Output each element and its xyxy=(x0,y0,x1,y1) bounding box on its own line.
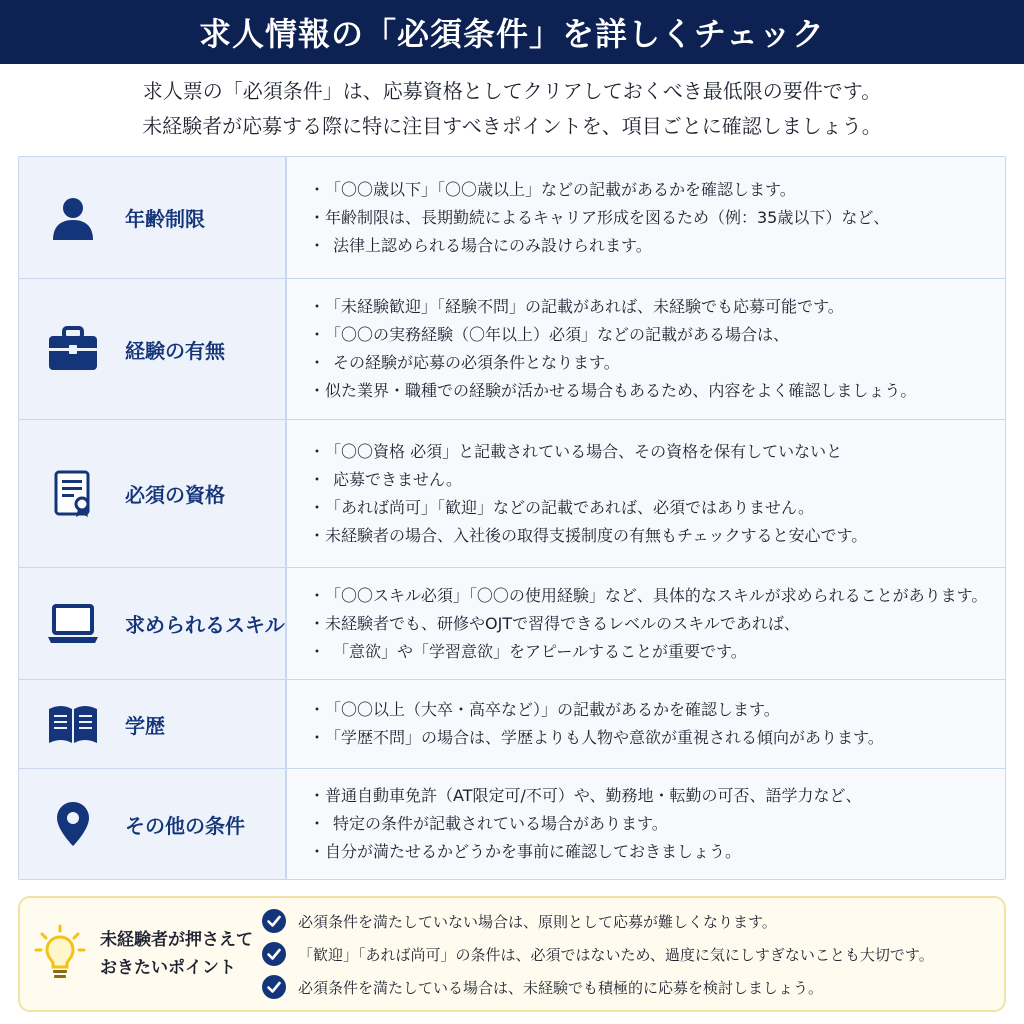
detail-bullet: ・ 「〇〇の実務経験（〇年以上）必須」などの記載がある場合は、 xyxy=(309,321,997,349)
detail-bullet-continued: ・ 「意欲」や「学習意欲」をアピールすることが重要です。 xyxy=(309,638,997,666)
requirement-row-experience xyxy=(19,279,1005,420)
tips-title-line-2: おきたいポイント xyxy=(100,958,236,978)
requirement-row-education xyxy=(19,680,1005,769)
requirement-row-skills xyxy=(19,568,1005,680)
requirement-details xyxy=(287,568,1005,679)
requirement-details xyxy=(287,420,1005,567)
intro-line-1: 求人票の「必須条件」は、応募資格としてクリアしておくべき最低限の要件です。 xyxy=(142,79,882,103)
location-pin-icon xyxy=(47,798,99,850)
detail-bullet: ・ 「〇〇歳以下」「〇〇歳以上」などの記載があるかを確認します。 xyxy=(309,176,997,204)
category-label: 必須の資格 xyxy=(125,483,225,507)
detail-bullet: ・ 未経験者の場合、入社後の取得支援制度の有無もチェックすると安心です。 xyxy=(309,522,997,550)
category-label: 年齢制限 xyxy=(125,207,205,231)
tip-text: 必須条件を満たしている場合は、未経験でも積極的に応募を検討しましょう。 xyxy=(298,978,824,997)
detail-bullet: ・ 未経験者でも、研修やOJTで習得できるレベルのスキルであれば、 xyxy=(309,610,997,638)
tip-item xyxy=(262,905,1004,938)
detail-bullet: ・ 「学歴不問」の場合は、学歴よりも人物や意欲が重視される傾向があります。 xyxy=(309,724,997,752)
tip-item xyxy=(262,971,1004,1004)
detail-bullet: ・ 自分が満たせるかどうかを事前に確認しておきましょう。 xyxy=(309,838,997,866)
page-title: 求人情報の「必須条件」を詳しくチェック xyxy=(198,15,826,53)
requirement-row-other xyxy=(19,769,1005,879)
requirement-row-age xyxy=(19,157,1005,279)
detail-bullet: ・ 「〇〇スキル必須」「〇〇の使用経験」など、具体的なスキルが求められることがあります。 xyxy=(309,582,997,610)
tips-heading xyxy=(20,898,262,1010)
detail-bullet-continued: ・ その経験が応募の必須条件となります。 xyxy=(309,349,997,377)
requirement-category xyxy=(19,769,287,879)
requirement-details xyxy=(287,279,1005,419)
certificate-icon xyxy=(47,468,99,520)
tip-text: 「歓迎」「あれば尚可」の条件は、必須ではないため、過度に気にしすぎないことも大切です。 xyxy=(298,945,934,964)
detail-bullet-continued: ・ 応募できません。 xyxy=(309,466,997,494)
requirement-details xyxy=(287,769,1005,879)
requirement-category xyxy=(19,680,287,768)
detail-bullet: ・ 「〇〇以上（大卒・高卒など）」の記載があるかを確認します。 xyxy=(309,696,997,724)
book-icon xyxy=(47,698,99,750)
detail-bullet-continued: ・ 法律上認められる場合にのみ設けられます。 xyxy=(309,232,997,260)
requirement-category xyxy=(19,568,287,679)
tips-box xyxy=(18,896,1006,1012)
person-icon xyxy=(47,192,99,244)
check-icon xyxy=(262,909,286,933)
tips-title-line-1: 未経験者が押さえて xyxy=(100,930,253,950)
laptop-icon xyxy=(47,598,99,650)
requirement-category xyxy=(19,279,287,419)
intro-text xyxy=(0,74,1024,144)
requirements-table xyxy=(18,156,1006,880)
check-icon xyxy=(262,942,286,966)
tips-list xyxy=(262,905,1004,1004)
category-label: 学歴 xyxy=(125,713,165,738)
category-label: 求められるスキル xyxy=(125,613,285,637)
detail-bullet: ・ 年齢制限は、長期勤続によるキャリア形成を図るため（例：35歳以下）など、 xyxy=(309,204,997,232)
detail-bullet: ・ 「〇〇資格 必須」と記載されている場合、その資格を保有していないと xyxy=(309,438,997,466)
intro-line-2: 未経験者が応募する際に特に注目すべきポイントを、項目ごとに確認しましょう。 xyxy=(142,114,882,138)
page-header xyxy=(0,0,1024,64)
check-icon xyxy=(262,975,286,999)
requirement-category xyxy=(19,157,287,278)
tip-item xyxy=(262,938,1004,971)
category-label: その他の条件 xyxy=(125,813,245,838)
lightbulb-icon xyxy=(34,924,86,984)
detail-bullet: ・ 似た業界・職種での経験が活かせる場合もあるため、内容をよく確認しましょう。 xyxy=(309,377,997,405)
detail-bullet-continued: ・ 特定の条件が記載されている場合があります。 xyxy=(309,810,997,838)
detail-bullet: ・ 「あれば尚可」「歓迎」などの記載であれば、必須ではありません。 xyxy=(309,494,997,522)
requirement-category xyxy=(19,420,287,567)
requirement-row-qualification xyxy=(19,420,1005,568)
tip-text: 必須条件を満たしていない場合は、原則として応募が難しくなります。 xyxy=(298,912,777,931)
category-label: 経験の有無 xyxy=(125,338,225,363)
detail-bullet: ・ 「未経験歓迎」「経験不問」の記載があれば、未経験でも応募可能です。 xyxy=(309,293,997,321)
briefcase-icon xyxy=(47,323,99,375)
requirement-details xyxy=(287,157,1005,278)
requirement-details xyxy=(287,680,1005,768)
detail-bullet: ・ 普通自動車免許（AT限定可/不可）や、勤務地・転勤の可否、語学力など、 xyxy=(309,782,997,810)
